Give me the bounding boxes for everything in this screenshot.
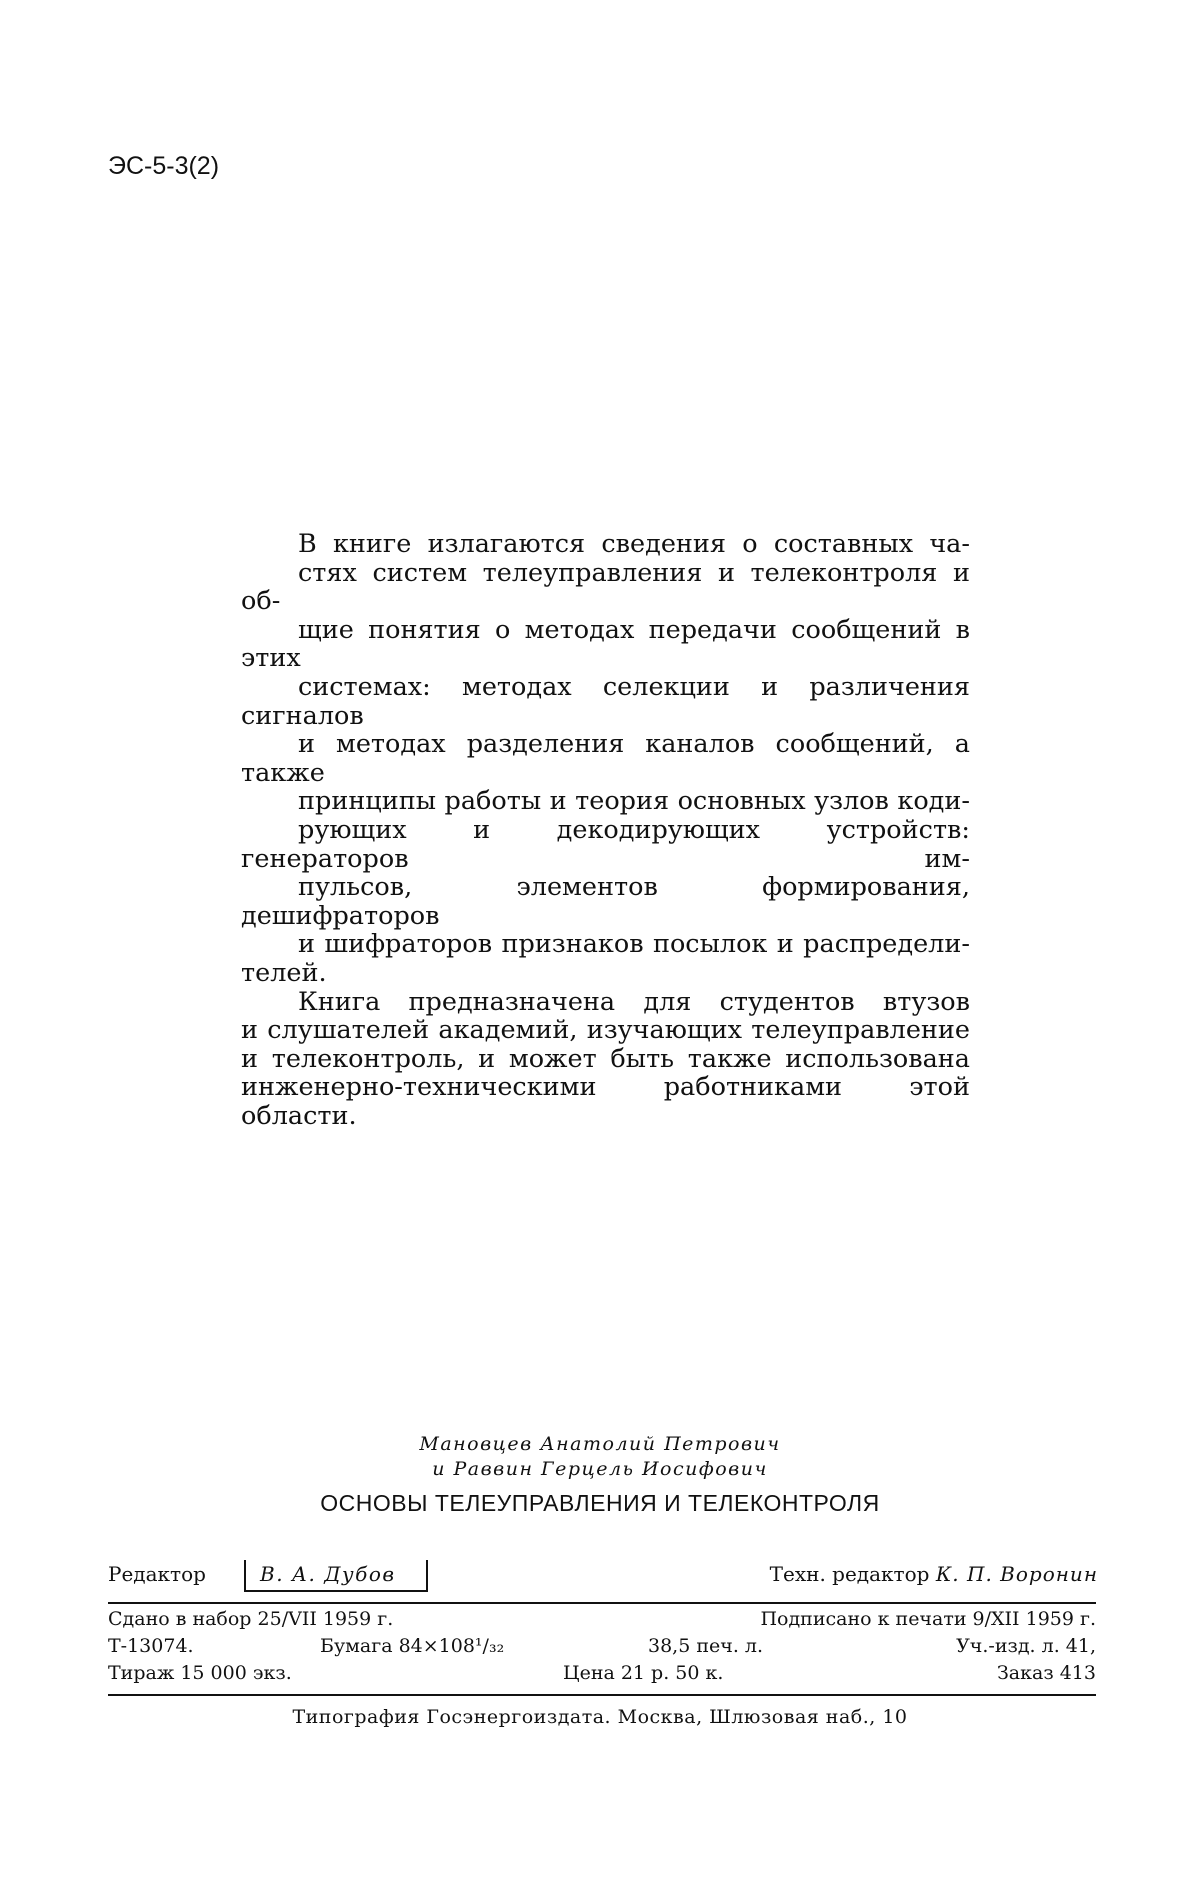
imprint-row: [108, 1608, 1096, 1635]
tech-editor-label: Техн. редактор: [769, 1562, 930, 1586]
abstract-line: принципы работы и теория основных узлов коди-: [298, 786, 970, 817]
abstract-line: инженерно-техническими работниками этой области.: [241, 1072, 970, 1131]
submitted-date: Сдано в набор 25/VII 1959 г.: [108, 1608, 394, 1630]
abstract-line: пульсов, элементов формирования, дешифраторов: [241, 872, 970, 931]
abstract-paragraph-1-end: [241, 959, 970, 988]
order-code: Т-13074.: [108, 1635, 194, 1657]
abstract-paragraph-1: [241, 530, 970, 959]
author-line-2: и Раввин Герцель Иосифович: [432, 1458, 768, 1480]
imprint-bottom-rule: [108, 1694, 1096, 1696]
editor-box: [244, 1560, 428, 1592]
abstract-line: рующих и декодирующих устройств: генераторов им-: [241, 814, 970, 874]
abstract-line: телей.: [241, 957, 327, 988]
tech-editor-name: К. П. Воронин: [935, 1562, 1098, 1586]
abstract-line: В книге излагаются сведения о составных ча-: [298, 529, 970, 559]
imprint-top-rule: [108, 1602, 1096, 1604]
abstract-line: Книга предназначена для студентов втузов: [298, 986, 970, 1017]
abstract-line: и слушателей академий, изучающих телеуправление: [241, 1015, 970, 1046]
printed-sheets: 38,5 печ. л.: [648, 1635, 764, 1657]
abstract-line: системах: методах селекции и различения сигналов: [241, 671, 970, 731]
printer-imprint: Типография Госэнергоиздата. Москва, Шлюзовая наб., 10: [292, 1706, 908, 1728]
circulation: Тираж 15 000 экз.: [108, 1662, 292, 1684]
price: Цена 21 р. 50 к.: [563, 1662, 724, 1684]
abstract-line: и методах разделения каналов сообщений, а также: [241, 729, 970, 788]
abstract-line: и телеконтроль, и может быть также использована: [241, 1043, 970, 1074]
authors: [0, 1432, 1200, 1482]
signed-date: Подписано к печати 9/XII 1959 г.: [760, 1608, 1096, 1630]
imprint-row: [108, 1635, 1096, 1662]
publisher-sheets: Уч.-изд. л. 41,: [956, 1635, 1096, 1657]
editor-label: Редактор: [108, 1562, 206, 1586]
abstract-line: щие понятия о методах передачи сообщений в этих: [241, 614, 970, 674]
book-title: ОСНОВЫ ТЕЛЕУПРАВЛЕНИЯ И ТЕЛЕКОНТРОЛЯ: [320, 1490, 880, 1516]
editors-row: [108, 1560, 1098, 1594]
abstract-line: и шифраторов признаков посылок и распредели-: [298, 929, 970, 960]
classification-code: ЭС-5-3(2): [108, 152, 220, 180]
order-number: Заказ 413: [996, 1662, 1096, 1684]
tech-editor: [770, 1562, 1098, 1586]
editor-name: В. А. Дубов: [260, 1562, 396, 1586]
abstract-line: стях систем телеуправления и телеконтроля и об-: [241, 557, 970, 617]
author-line-1: Мановцев Анатолий Петрович: [419, 1433, 781, 1455]
imprint-row: [108, 1662, 1096, 1689]
abstract: [241, 530, 970, 1130]
abstract-paragraph-2: [241, 988, 970, 1131]
imprint: [108, 1608, 1096, 1689]
paper-format: Бумага 84×108¹/₃₂: [320, 1635, 505, 1657]
